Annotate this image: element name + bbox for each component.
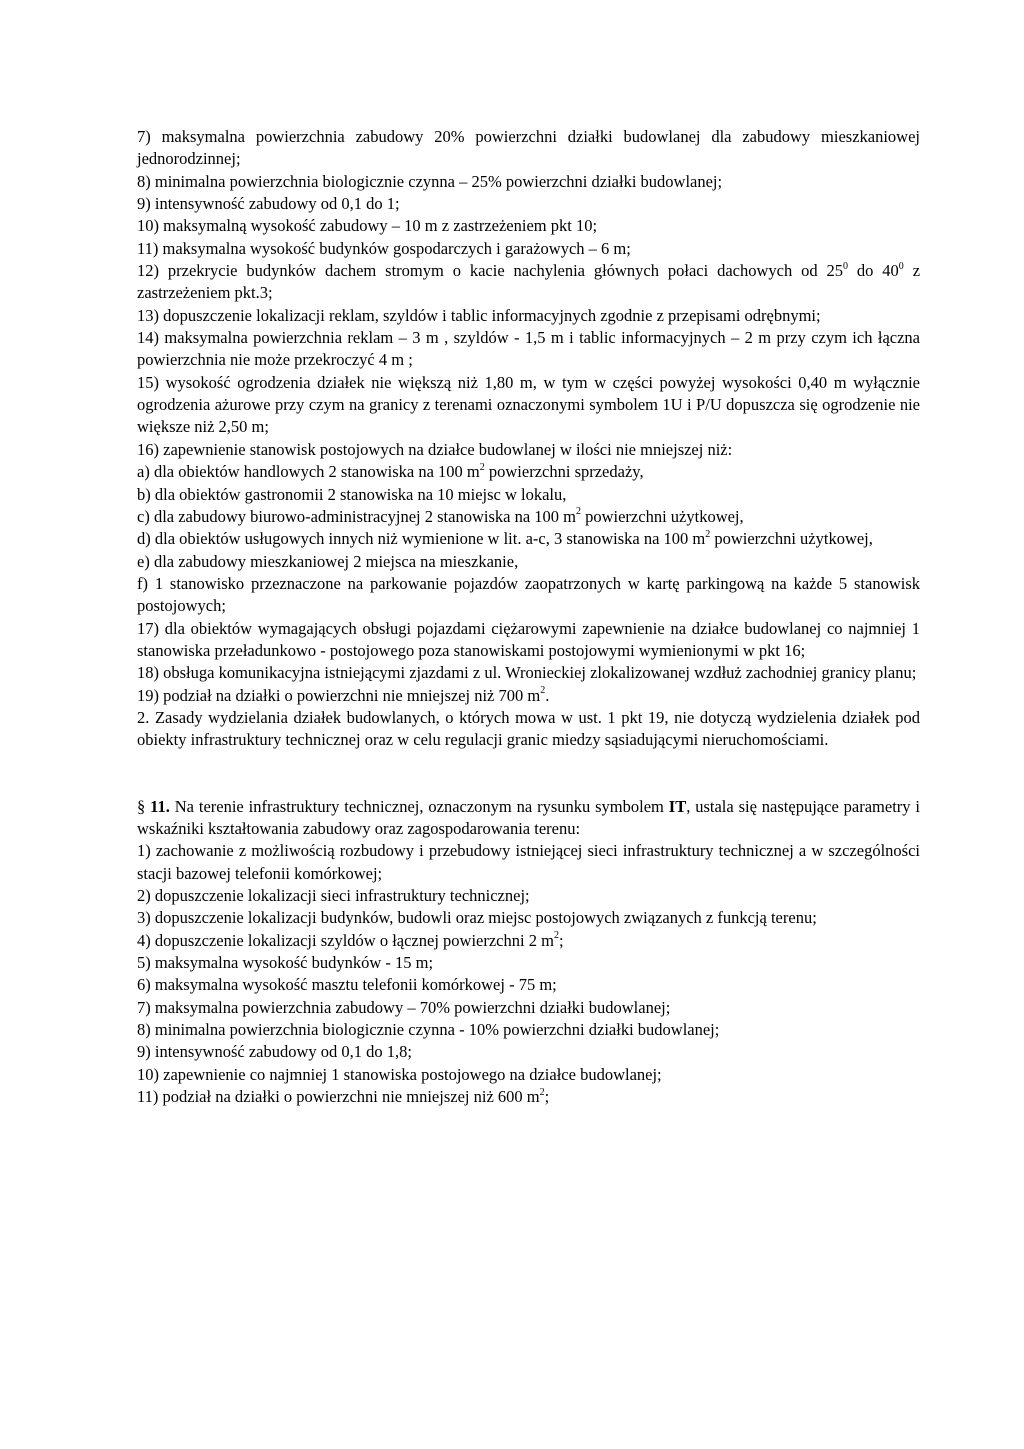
s11-item-9: 9) intensywność zabudowy od 0,1 do 1,8; — [137, 1042, 412, 1062]
item-16c-text: c) dla zabudowy biurowo-administracyjnej 2 stanowiska na 100 m — [137, 506, 576, 526]
item-12 — [137, 260, 920, 305]
item-16c-tail: powierzchni użytkowej, — [580, 506, 744, 526]
superscript: 2 — [705, 528, 711, 540]
item-15: 15) wysokość ogrodzenia działek nie większą niż 1,80 m, w tym w części powyżej wysokości 0,40 m wyłącznie ogrodzenia ażurowe przy czym na granicy z terenami oznaczonymi symbolem 1U i P/U dopuszcza się ogrodzenie nie większe niż 2,50 m; — [137, 372, 920, 437]
area-symbol: IT — [668, 796, 687, 816]
item-11: 11) maksymalna wysokość budynków gospodarczych i garażowych – 6 m; — [137, 238, 631, 258]
item-16: 16) zapewnienie stanowisk postojowych na działce budowlanej w ilości nie mniejszej niż: — [137, 439, 733, 459]
s11-item-11 — [137, 1086, 920, 1108]
ust-2: 2. Zasady wydzielania działek budowlanych, o których mowa w ust. 1 pkt 19, nie dotyczą wydzielenia działek pod obiekty infrastruktury technicznej oraz w celu regulacji granic miedzy sąsiadującymi nieruchomościami. — [137, 707, 920, 750]
item-14: 14) maksymalna powierzchnia reklam – 3 m , szyldów - 1,5 m i tablic informacyjnych – 2 m przy czym ich łączna powierzchnia nie może przekroczyć 4 m ; — [137, 328, 920, 370]
item-16d-text: d) dla obiektów usługowych innych niż wymienione w lit. a-c, 3 stanowiska na 100 m — [137, 529, 706, 549]
item-16f: f) 1 stanowisko przeznaczone na parkowanie pojazdów zaopatrzonych w kartę parkingową na każde 5 stanowisk postojowych; — [137, 573, 920, 616]
item-16d — [137, 528, 920, 550]
s11-item-6: 6) maksymalna wysokość masztu telefonii komórkowej - 75 m; — [137, 975, 557, 995]
s11-item-4-text: 4) dopuszczenie lokalizacji szyldów o łącznej powierzchni 2 m — [137, 930, 554, 950]
item-16a-text: a) dla obiektów handlowych 2 stanowiska na 100 m — [137, 462, 480, 482]
item-12-text-b: do 40 — [848, 261, 899, 281]
section-gap — [137, 752, 920, 796]
item-16a-tail: powierzchni sprzedaży, — [484, 462, 644, 482]
document-body — [137, 126, 920, 1108]
s11-item-7: 7) maksymalna powierzchnia zabudowy – 70% powierzchni działki budowlanej; — [137, 997, 671, 1017]
item-13: 13) dopuszczenie lokalizacji reklam, szyldów i tablic informacyjnych zgodnie z przepisami odrębnymi; — [137, 305, 821, 325]
section-intro-b: , ustala się następujące parametry i wskaźniki kształtowania zabudowy oraz zagospodarowania terenu: — [137, 796, 920, 838]
degree-sup: 0 — [898, 260, 904, 272]
s11-item-11-tail: ; — [544, 1087, 550, 1107]
s11-item-2: 2) dopuszczenie lokalizacji sieci infrastruktury technicznej; — [137, 886, 530, 905]
superscript: 2 — [553, 930, 559, 942]
item-12-text-a: 12) przekrycie budynków dachem stromym o kacie nachylenia głównych połaci dachowych od 25 — [137, 261, 843, 281]
item-16d-tail: powierzchni użytkowej, — [710, 529, 873, 549]
superscript: 2 — [575, 506, 581, 518]
item-7: 7) maksymalna powierzchnia zabudowy 20% powierzchni działki budowlanej dla zabudowy mieszkaniowej jednorodzinnej; — [137, 127, 920, 169]
item-19 — [137, 685, 920, 707]
superscript: 2 — [479, 461, 485, 473]
item-12-text-c: z zastrzeżeniem pkt.3; — [137, 261, 921, 303]
item-18: 18) obsługa komunikacyjna istniejącymi zjazdami z ul. Wronieckiej zlokalizowanej wzdłuż zachodniej granicy planu; — [137, 663, 917, 683]
item-16c — [137, 506, 920, 528]
s11-item-8: 8) minimalna powierzchnia biologicznie czynna - 10% powierzchni działki budowlanej; — [137, 1020, 720, 1040]
item-16e: e) dla zabudowy mieszkaniowej 2 miejsca na mieszkanie, — [137, 551, 519, 571]
s11-item-11-text: 11) podział na działki o powierzchni nie mniejszej niż 600 m — [137, 1087, 540, 1107]
s11-item-1: 1) zachowanie z możliwością rozbudowy i przebudowy istniejącej sieci infrastruktury technicznej a w szczególności stacji bazowej telefonii komórkowej; — [137, 841, 920, 883]
item-8: 8) minimalna powierzchnia biologicznie czynna – 25% powierzchni działki budowlanej; — [137, 171, 723, 191]
degree-sup: 0 — [843, 260, 848, 272]
s11-item-10: 10) zapewnienie co najmniej 1 stanowiska postojowego na działce budowlanej; — [137, 1064, 662, 1084]
superscript: 2 — [539, 1086, 545, 1098]
section-number: 11. — [150, 796, 170, 816]
section-intro-a: Na terenie infrastruktury technicznej, oznaczonym na rysunku symbolem — [169, 796, 669, 816]
item-19-text: 19) podział na działki o powierzchni nie mniejszej niż 700 m — [137, 685, 541, 705]
item-9: 9) intensywność zabudowy od 0,1 do 1; — [137, 194, 400, 214]
item-10: 10) maksymalną wysokość zabudowy – 10 m z zastrzeżeniem pkt 10; — [137, 216, 598, 236]
item-16a — [137, 461, 920, 483]
item-19-tail: . — [545, 685, 550, 705]
s11-item-3: 3) dopuszczenie lokalizacji budynków, budowli oraz miejsc postojowych związanych z funkcją terenu; — [137, 908, 817, 928]
item-16b: b) dla obiektów gastronomii 2 stanowiska na 10 miejsc w lokalu, — [137, 484, 567, 504]
s11-item-5: 5) maksymalna wysokość budynków - 15 m; — [137, 953, 434, 973]
paragraph-mark: § — [137, 796, 146, 816]
s11-item-4-tail: ; — [558, 930, 564, 950]
superscript: 2 — [540, 685, 546, 697]
item-17: 17) dla obiektów wymagających obsługi pojazdami ciężarowymi zapewnienie na działce budowlanej co najmniej 1 stanowiska przeładunkowo - postojowego poza stanowiskami postojowymi wymienionymi w pkt 16; — [137, 618, 920, 660]
section-11-intro — [137, 796, 920, 841]
s11-item-4 — [137, 930, 920, 952]
